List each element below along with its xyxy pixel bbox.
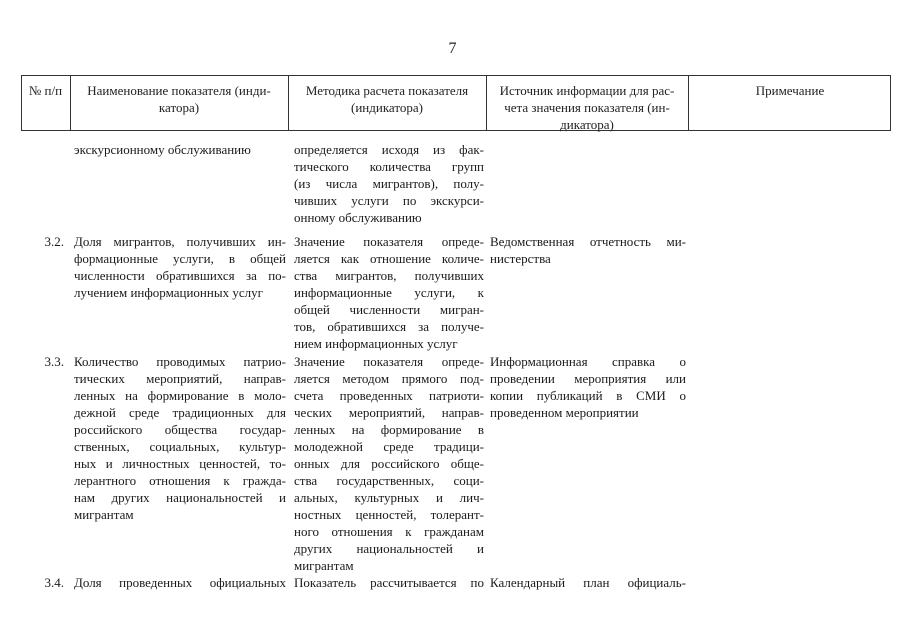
header-col-num: № п/п (28, 83, 63, 98)
row-number: 3.4. (44, 575, 64, 590)
row-name-cell: Доля мигрантов, получивших ин- формационные услуги, в общей численности обратившихся за по- лучением информационных услуг (74, 234, 286, 300)
page-number: 7 (448, 40, 457, 57)
row-source-cell: Календарный план официаль- (490, 575, 686, 590)
row-name-cell: экскурсионному обслуживанию (74, 142, 251, 157)
header-col-source: Источник информации для рас- чета значения показателя (ин- дикатора) (499, 83, 675, 132)
column-divider (70, 75, 71, 131)
header-col-method: Методика расчета показателя (индикатора) (305, 83, 469, 115)
column-divider (688, 75, 689, 131)
row-source-cell: Ведомственная отчетность ми- нистерства (490, 234, 686, 266)
column-divider (486, 75, 487, 131)
row-source-cell: Информационная справка о проведении мероприятия или копии публикаций в СМИ о проведенном мероприятии (490, 354, 686, 420)
column-divider (288, 75, 289, 131)
row-method-cell: Значение показателя опреде- ляется методом прямого под- счета проведенных патриоти- ческих мероприятий, направ- ленных на формирование в молодежной среде традици- онных для российского обще- ства государственных, соци- альных, культурных и лич- ностных ценностей, толерант- ного отношения к гражданам других национальностей и мигрантам (294, 354, 484, 573)
header-col-note: Примечание (755, 83, 825, 98)
header-col-name: Наименование показателя (инди- катора) (87, 83, 271, 115)
row-name-cell: Доля проведенных официальных (74, 575, 286, 590)
row-name-cell: Количество проводимых патрио- тических мероприятий, направ- ленных на формирование в моло- дежной среде традиционных для российского общества государ- ственных, социальных, культур- ных и личностных ценностей, то- лерантного отношения к гражда- нам других национальностей и мигрантам (74, 354, 286, 522)
row-method-cell: Значение показателя опреде- ляется как отношение количе- ства мигрантов, получивших информационные услуги, к общей численности мигран- тов, обратившихся за получе- нием информационных услуг (294, 234, 484, 351)
table-border-right (890, 75, 891, 131)
row-method-cell: определяется исходя из фак- тического количества групп (из числа мигрантов), полу- чивших услуги по экскурси- онному обслуживанию (294, 142, 484, 225)
row-method-cell: Показатель рассчитывается по (294, 575, 484, 590)
row-number: 3.3. (44, 354, 64, 369)
row-number: 3.2. (44, 234, 64, 249)
